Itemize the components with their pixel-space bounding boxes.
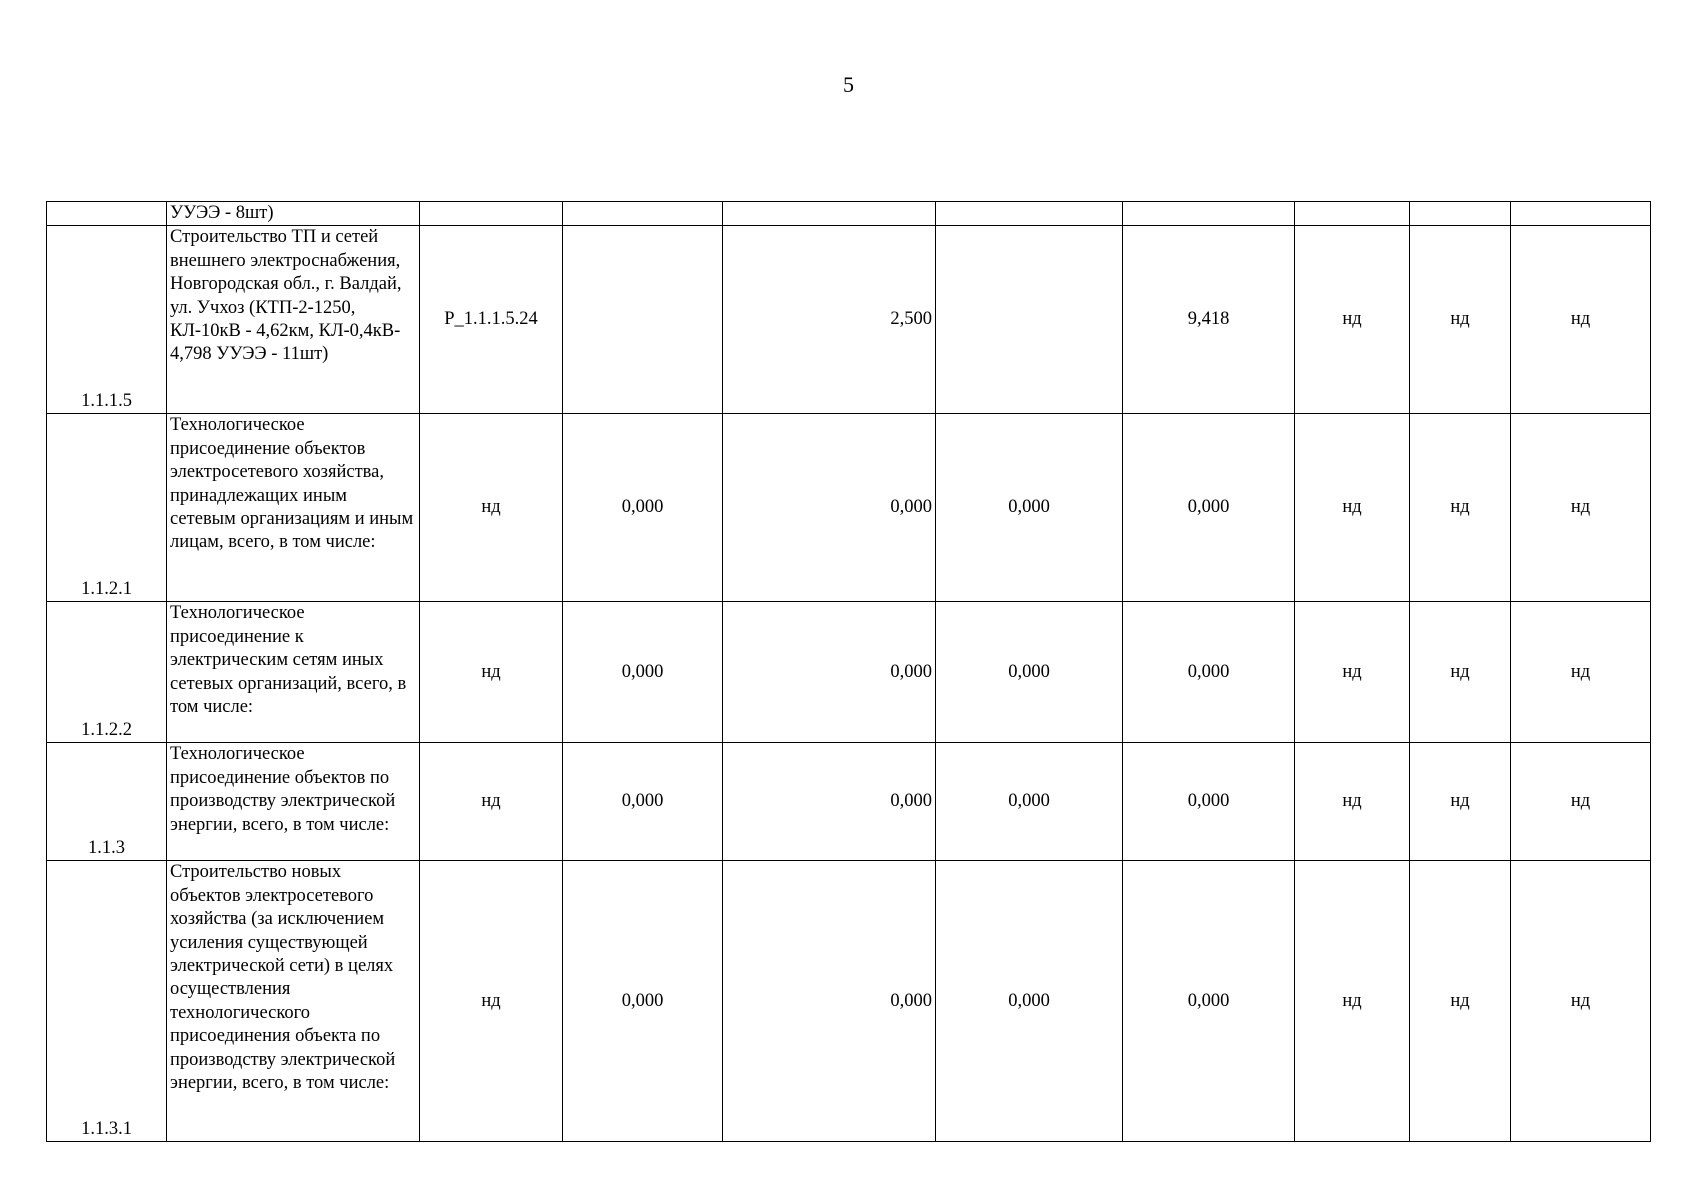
row-value-3: 0,000: [936, 602, 1123, 743]
row-value-2: 2,500: [723, 226, 936, 414]
row-code: 1.1.3.1: [47, 861, 167, 1142]
row-value-6: нд: [1410, 414, 1511, 602]
row-name: УУЭЭ - 8шт): [167, 202, 420, 226]
row-value-4: [1123, 202, 1295, 226]
row-value-1: 0,000: [563, 602, 723, 743]
row-id: нд: [420, 602, 563, 743]
row-code: [47, 202, 167, 226]
row-id: нд: [420, 414, 563, 602]
row-value-5: [1295, 202, 1410, 226]
row-value-2: 0,000: [723, 743, 936, 861]
row-value-4: 0,000: [1123, 414, 1295, 602]
row-value-5: нд: [1295, 861, 1410, 1142]
row-name: Строительство ТП и сетей внешнего электроснабжения, Новгородская обл., г. Валдай, ул. Учхоз (КТП-2-1250, КЛ-10кВ - 4,62км, КЛ-0,4кВ- 4,798 УУЭЭ - 11шт): [167, 226, 420, 414]
row-value-4: 9,418: [1123, 226, 1295, 414]
row-value-7: нд: [1511, 602, 1651, 743]
row-value-4: 0,000: [1123, 861, 1295, 1142]
row-name: Строительство новых объектов электросетевого хозяйства (за исключением усиления существующей электрической сети) в целях осуществления технологического присоединения объекта по производству электрической энергии, всего, в том числе:: [167, 861, 420, 1142]
row-id: [420, 202, 563, 226]
row-id: P_1.1.1.5.24: [420, 226, 563, 414]
table-row: [47, 414, 1651, 602]
row-value-7: нд: [1511, 226, 1651, 414]
table-row: [47, 226, 1651, 414]
row-value-3: 0,000: [936, 414, 1123, 602]
row-value-2: 0,000: [723, 602, 936, 743]
row-code: 1.1.3: [47, 743, 167, 861]
row-name: Технологическое присоединение объектов по производству электрической энергии, всего, в том числе:: [167, 743, 420, 861]
table-row: [47, 202, 1651, 226]
row-value-4: 0,000: [1123, 602, 1295, 743]
row-value-1: 0,000: [563, 861, 723, 1142]
row-value-3: 0,000: [936, 743, 1123, 861]
row-value-4: 0,000: [1123, 743, 1295, 861]
row-id: нд: [420, 861, 563, 1142]
row-id: нд: [420, 743, 563, 861]
row-value-1: 0,000: [563, 414, 723, 602]
row-value-6: нд: [1410, 861, 1511, 1142]
page-number: 5: [843, 72, 854, 97]
row-name: Технологическое присоединение объектов электросетевого хозяйства, принадлежащих иным сетевым организациям и иным лицам, всего, в том числе:: [167, 414, 420, 602]
row-value-6: нд: [1410, 743, 1511, 861]
row-value-6: нд: [1410, 602, 1511, 743]
row-code: 1.1.2.1: [47, 414, 167, 602]
row-value-1: [563, 202, 723, 226]
row-value-6: нд: [1410, 226, 1511, 414]
row-value-1: [563, 226, 723, 414]
row-value-7: [1511, 202, 1651, 226]
row-value-7: нд: [1511, 743, 1651, 861]
table-row: [47, 861, 1651, 1142]
row-value-7: нд: [1511, 414, 1651, 602]
investment-table: [46, 201, 1651, 1142]
table-row: [47, 602, 1651, 743]
row-value-3: [936, 202, 1123, 226]
row-name: Технологическое присоединение к электрическим сетям иных сетевых организаций, всего, в том числе:: [167, 602, 420, 743]
row-value-7: нд: [1511, 861, 1651, 1142]
row-value-1: 0,000: [563, 743, 723, 861]
row-value-5: нд: [1295, 414, 1410, 602]
table-row: [47, 743, 1651, 861]
row-code: 1.1.2.2: [47, 602, 167, 743]
row-code: 1.1.1.5: [47, 226, 167, 414]
row-value-5: нд: [1295, 743, 1410, 861]
row-value-5: нд: [1295, 602, 1410, 743]
row-value-3: 0,000: [936, 861, 1123, 1142]
row-value-2: 0,000: [723, 414, 936, 602]
row-value-2: [723, 202, 936, 226]
row-value-2: 0,000: [723, 861, 936, 1142]
row-value-3: [936, 226, 1123, 414]
row-value-6: [1410, 202, 1511, 226]
row-value-5: нд: [1295, 226, 1410, 414]
